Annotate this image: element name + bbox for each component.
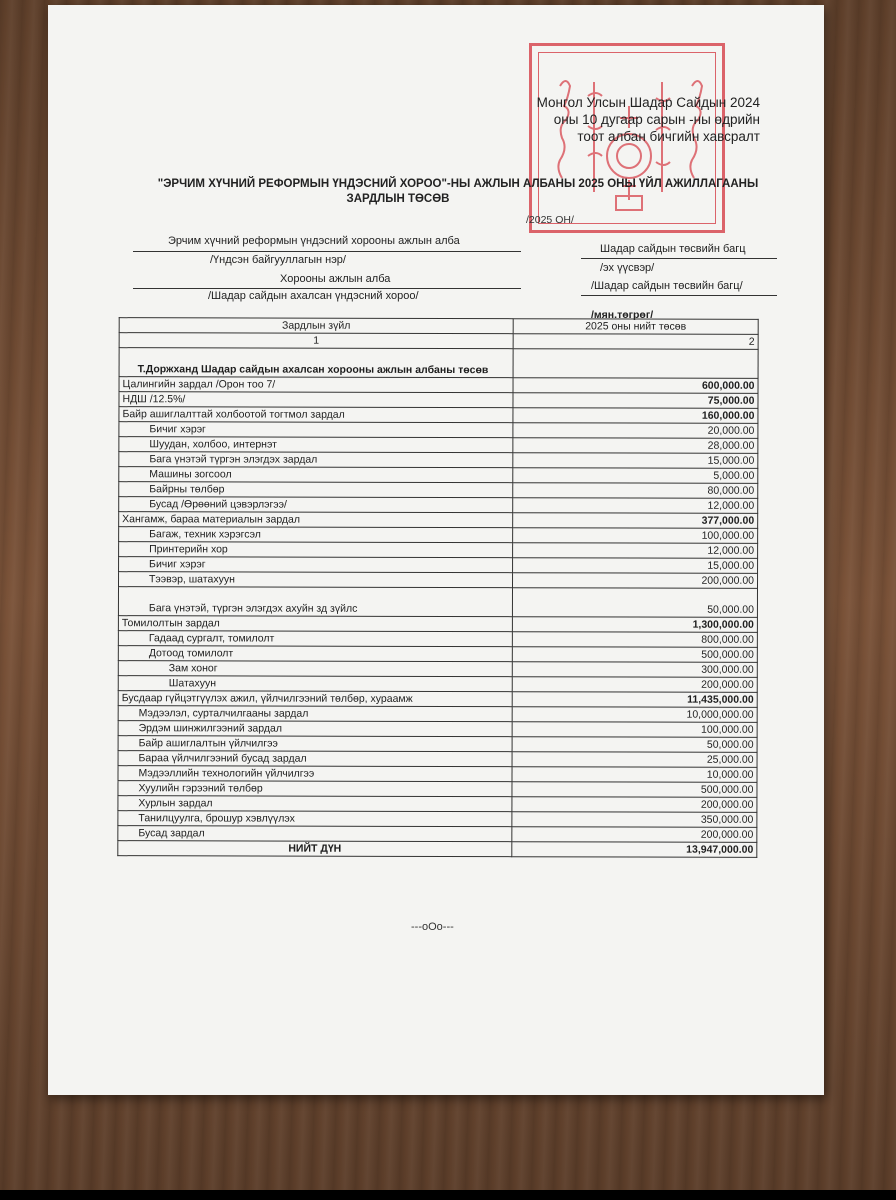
table-row	[119, 482, 758, 499]
budget-holder-caption-rule	[581, 295, 777, 296]
table-row	[119, 467, 758, 484]
table-row	[119, 497, 758, 514]
row-value: 800,000.00	[512, 632, 757, 648]
budget-holder-caption-2: /Шадар сайдын төсвийн багц/	[591, 280, 743, 292]
section-title: Т.Доржханд Шадар сайдын ахалсан хорооны ажлын албаны төсөв	[119, 348, 513, 378]
budget-holder-caption: /эх үүсвэр/	[600, 262, 655, 274]
row-value: 10,000.00	[512, 767, 757, 783]
document-title	[108, 177, 808, 207]
table-row	[118, 646, 757, 663]
row-value: 11,435,000.00	[512, 692, 757, 708]
row-label: Бусад /Өрөөний цэвэрлэгээ/	[119, 497, 513, 513]
table-row	[119, 572, 758, 589]
row-label: Мэдээлэл, сурталчилгааны зардал	[118, 706, 512, 722]
row-value: 1,300,000.00	[512, 617, 757, 633]
committee-office-rule	[133, 288, 521, 289]
attachment-line-2: оны 10 дугаар сарын -ны өдрийн	[553, 112, 760, 127]
table-total-row	[118, 841, 757, 858]
attachment-note	[500, 94, 760, 145]
row-value: 160,000.00	[513, 408, 758, 424]
org-name-rule	[133, 251, 521, 252]
row-label: Бусдаар гүйцэтгүүлэх ажил, үйлчилгээний төлбөр, хураамж	[118, 691, 512, 707]
table-row	[118, 721, 757, 738]
row-value: 50,000.00	[512, 588, 757, 618]
table-row	[118, 661, 757, 678]
row-value: 377,000.00	[513, 513, 758, 529]
row-value: 12,000.00	[513, 543, 758, 559]
total-value: 13,947,000.00	[512, 842, 757, 858]
row-label: Томилолтын зардал	[118, 616, 512, 632]
total-label: НИЙТ ДҮН	[118, 841, 512, 857]
table-row	[119, 392, 758, 409]
table-row	[119, 542, 758, 559]
table-header-row	[119, 318, 758, 335]
table-index-row	[119, 333, 758, 350]
table-row	[119, 422, 758, 439]
table-row	[119, 437, 758, 454]
row-value: 200,000.00	[512, 827, 757, 843]
budget-table	[117, 317, 758, 858]
row-label: Байрны төлбөр	[119, 482, 513, 498]
budget-holder: Шадар сайдын төсвийн багц	[600, 243, 746, 255]
row-label: Хурлын зардал	[118, 796, 512, 812]
row-value: 100,000.00	[513, 528, 758, 544]
row-label: Танилцуулга, брошур хэвлүүлэх	[118, 811, 512, 827]
row-label: Мэдээллийн технологийн үйлчилгээ	[118, 766, 512, 782]
row-value: 300,000.00	[512, 662, 757, 678]
table-row	[118, 811, 757, 828]
table-row	[118, 826, 757, 843]
col-header-item: Зардлын зүйл	[119, 318, 513, 334]
row-label: Цалингийн зардал /Орон тоо 7/	[119, 377, 513, 393]
table-row	[118, 781, 757, 798]
row-value: 5,000.00	[513, 468, 758, 484]
row-label: Эрдэм шинжилгээний зардал	[118, 721, 512, 737]
row-label: Машины зогсоол	[119, 467, 513, 483]
table-row	[118, 631, 757, 648]
table-row	[119, 512, 758, 529]
row-value: 50,000.00	[512, 737, 757, 753]
table-row	[118, 706, 757, 723]
row-value: 350,000.00	[512, 812, 757, 828]
row-label: Шатахуун	[118, 676, 512, 692]
section-value	[513, 349, 758, 379]
row-label: Бичиг хэрэг	[119, 422, 513, 438]
row-label: Принтерийн хор	[119, 542, 513, 558]
committee-caption: /Шадар сайдын ахалсан үндэсний хороо/	[208, 290, 419, 302]
title-line-1: "ЭРЧИМ ХҮЧНИЙ РЕФОРМЫН ҮНДЭСНИЙ ХОРОО"-НЫ АЖЛЫН АЛБАНЫ 2025 ОНЫ ҮЙЛ АЖИЛЛАГААНЫ	[157, 178, 759, 190]
org-caption: /Үндсэн байгууллагын нэр/	[210, 254, 346, 266]
table-row	[119, 527, 758, 544]
row-value: 200,000.00	[512, 573, 757, 589]
row-value: 600,000.00	[513, 378, 758, 394]
title-line-2: ЗАРДЛЫН ТӨСӨВ	[346, 193, 450, 205]
document-page	[48, 5, 824, 1095]
row-label: Зам хоног	[118, 661, 512, 677]
col-index-2: 2	[513, 334, 758, 350]
row-value: 12,000.00	[513, 498, 758, 514]
attachment-line-3: тоот албан бичгийн хавсралт	[577, 129, 760, 144]
budget-year: /2025 ОН/	[526, 214, 574, 226]
attachment-line-1: Монгол Улсын Шадар Сайдын 2024	[536, 95, 760, 110]
row-value: 75,000.00	[513, 393, 758, 409]
row-value: 80,000.00	[513, 483, 758, 499]
row-value: 500,000.00	[512, 782, 757, 798]
row-label: Бага үнэтэй, түргэн элэгдэх ахуйн зд зүйлс	[118, 587, 512, 617]
table-row	[118, 587, 757, 618]
row-label: Бага үнэтэй түргэн элэгдэх зардал	[119, 452, 513, 468]
row-label: Хангамж, бараа материалын зардал	[119, 512, 513, 528]
row-label: Бусад зардал	[118, 826, 512, 842]
row-value: 15,000.00	[513, 453, 758, 469]
row-label: Бичиг хэрэг	[119, 557, 513, 573]
col-header-total: 2025 оны нийт төсөв	[513, 319, 758, 335]
col-index-1: 1	[119, 333, 513, 349]
row-value: 200,000.00	[512, 677, 757, 693]
row-value: 15,000.00	[513, 558, 758, 574]
row-label: Тээвэр, шатахуун	[119, 572, 513, 588]
row-label: Байр ашиглалттай холбоотой тогтмол зардал	[119, 407, 513, 423]
budget-holder-rule	[581, 258, 777, 259]
row-value: 28,000.00	[513, 438, 758, 454]
org-name: Эрчим хүчний реформын үндэсний хорооны ажлын алба	[168, 235, 460, 247]
table-row	[118, 691, 757, 708]
row-label: Гадаад сургалт, томилолт	[118, 631, 512, 647]
row-label: Дотоод томилолт	[118, 646, 512, 662]
row-label: Шуудан, холбоо, интернэт	[119, 437, 513, 453]
row-value: 10,000,000.00	[512, 707, 757, 723]
end-mark: ---oOo---	[411, 921, 454, 933]
row-value: 25,000.00	[512, 752, 757, 768]
row-label: Багаж, техник хэрэгсэл	[119, 527, 513, 543]
row-label: НДШ /12.5%/	[119, 392, 513, 408]
table-row	[118, 616, 757, 633]
table-row	[119, 557, 758, 574]
table-row	[118, 766, 757, 783]
table-row	[119, 377, 758, 394]
table-section-row	[119, 348, 758, 379]
row-value: 100,000.00	[512, 722, 757, 738]
row-value: 20,000.00	[513, 423, 758, 439]
row-value: 500,000.00	[512, 647, 757, 663]
table-row	[119, 452, 758, 469]
currency-unit: /мян.төгрөг/	[591, 309, 654, 321]
table-row	[118, 796, 757, 813]
table-row	[118, 751, 757, 768]
row-label: Хуулийн гэрээний төлбөр	[118, 781, 512, 797]
row-label: Бараа үйлчилгээний бусад зардал	[118, 751, 512, 767]
table-row	[119, 407, 758, 424]
table-row	[118, 676, 757, 693]
bottom-black-bar	[0, 1190, 896, 1200]
table-row	[118, 736, 757, 753]
row-value: 200,000.00	[512, 797, 757, 813]
committee-office: Хорооны ажлын алба	[280, 273, 391, 285]
row-label: Байр ашиглалтын үйлчилгээ	[118, 736, 512, 752]
